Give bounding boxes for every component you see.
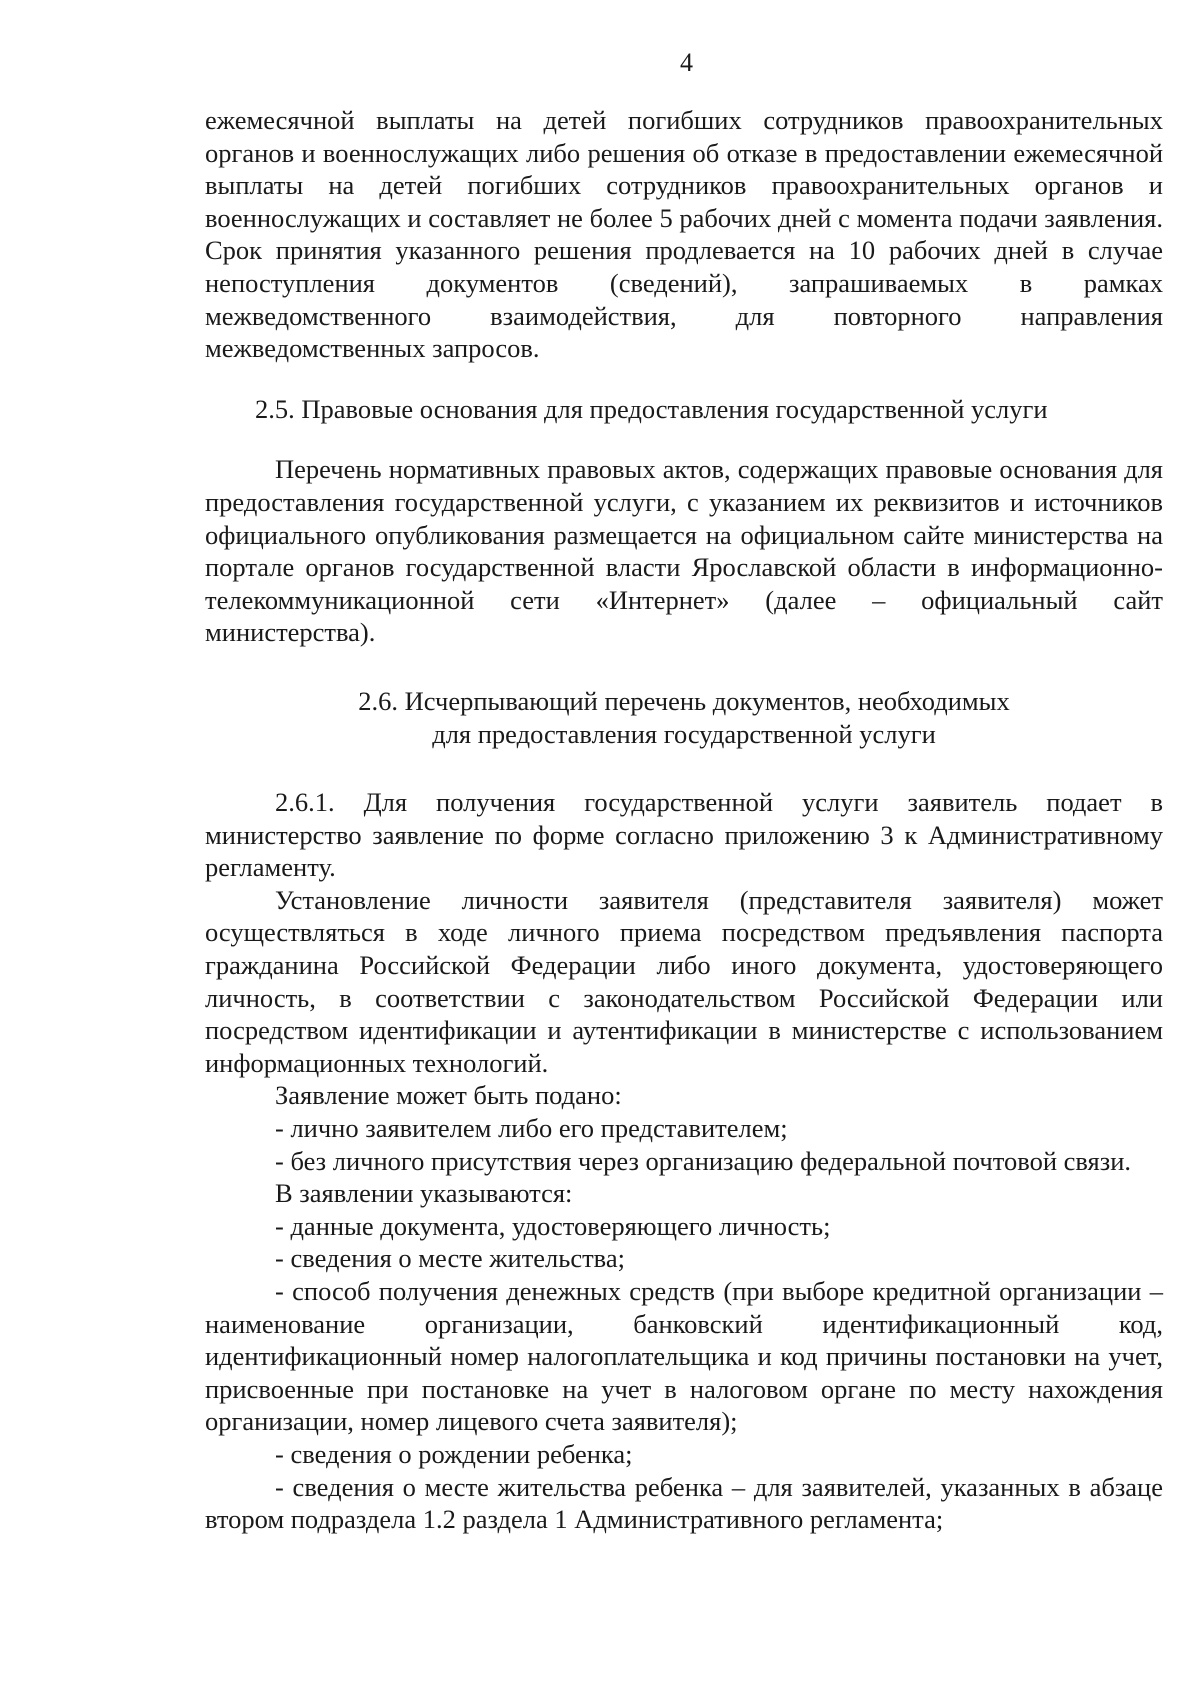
- section-2-5-title: 2.5. Правовые основания для предоставления государственной услуги: [255, 393, 1048, 424]
- list-item: - сведения о месте жительства ребенка – для заявителей, указанных в абзаце втором подраздела 1.2 раздела 1 Административного регламента;: [205, 1471, 1163, 1535]
- list-item: - без личного присутствия через организацию федеральной почтовой связи.: [275, 1145, 1132, 1176]
- page-number: 4: [680, 48, 693, 77]
- section-2-5-text: Перечень нормативных правовых актов, содержащих правовые основания для предоставления государственной услуги, с указанием их реквизитов и источников официального опубликования размещается на официальном сайте министерства на портале органов государственной власти Ярославской области в информационно-телекоммуникационной сети «Интернет» (далее – официальный сайт министерства).: [205, 454, 1163, 648]
- section-2-6-title: [205, 685, 1163, 750]
- continuation-paragraph: ежемесячной выплаты на детей погибших сотрудников правоохранительных органов и военнослужащих либо решения об отказе в предоставлении ежемесячной выплаты на детей погибших сотрудников правоохранительных органов и военнослужащих и составляет не более 5 рабочих дней с момента подачи заявления. Срок принятия указанного решения продлевается на 10 рабочих дней в случае непоступления документов (сведений), запрашиваемых в рамках межведомственного взаимодействия, для повторного направления межведомственных запросов.: [205, 105, 1163, 364]
- spacer: [205, 750, 1163, 786]
- paragraph-contents: В заявлении указываются:: [275, 1178, 573, 1209]
- spacer: [205, 365, 1163, 393]
- paragraph-submission: Заявление может быть подано:: [275, 1080, 622, 1111]
- document-body: [205, 104, 1163, 1536]
- list-item: - способ получения денежных средств (при выборе кредитной организации – наименование организации, банковский идентификационный код, идентификационный номер налогоплательщика и код причины постановки на учет, присвоенные при постановке на учет в налоговом органе по месту нахождения организации, номер лицевого счета заявителя);: [205, 1276, 1163, 1437]
- section-2-6-title-line1: 2.6. Исчерпывающий перечень документов, необходимых: [358, 685, 1010, 716]
- spacer: [205, 649, 1163, 685]
- list-item: - данные документа, удостоверяющего личность;: [275, 1210, 831, 1241]
- paragraph-identity: Установление личности заявителя (представителя заявителя) может осуществляться в ходе личного приема посредством предъявления паспорта гражданина Российской Федерации либо иного документа, удостоверяющего личность, в соответствии с законодательством Российской Федерации или посредством идентификации и аутентификации в министерстве с использованием информационных технологий.: [205, 884, 1163, 1078]
- list-item: - сведения о месте жительства;: [275, 1243, 625, 1274]
- list-item: - лично заявителем либо его представителем;: [275, 1113, 788, 1144]
- list-item: - сведения о рождении ребенка;: [275, 1438, 633, 1469]
- section-2-6-title-line2: для предоставления государственной услуги: [432, 718, 936, 749]
- paragraph-2-6-1: 2.6.1. Для получения государственной услуги заявитель подает в министерство заявление по форме согласно приложению 3 к Административному регламенту.: [205, 787, 1163, 883]
- spacer: [205, 425, 1163, 453]
